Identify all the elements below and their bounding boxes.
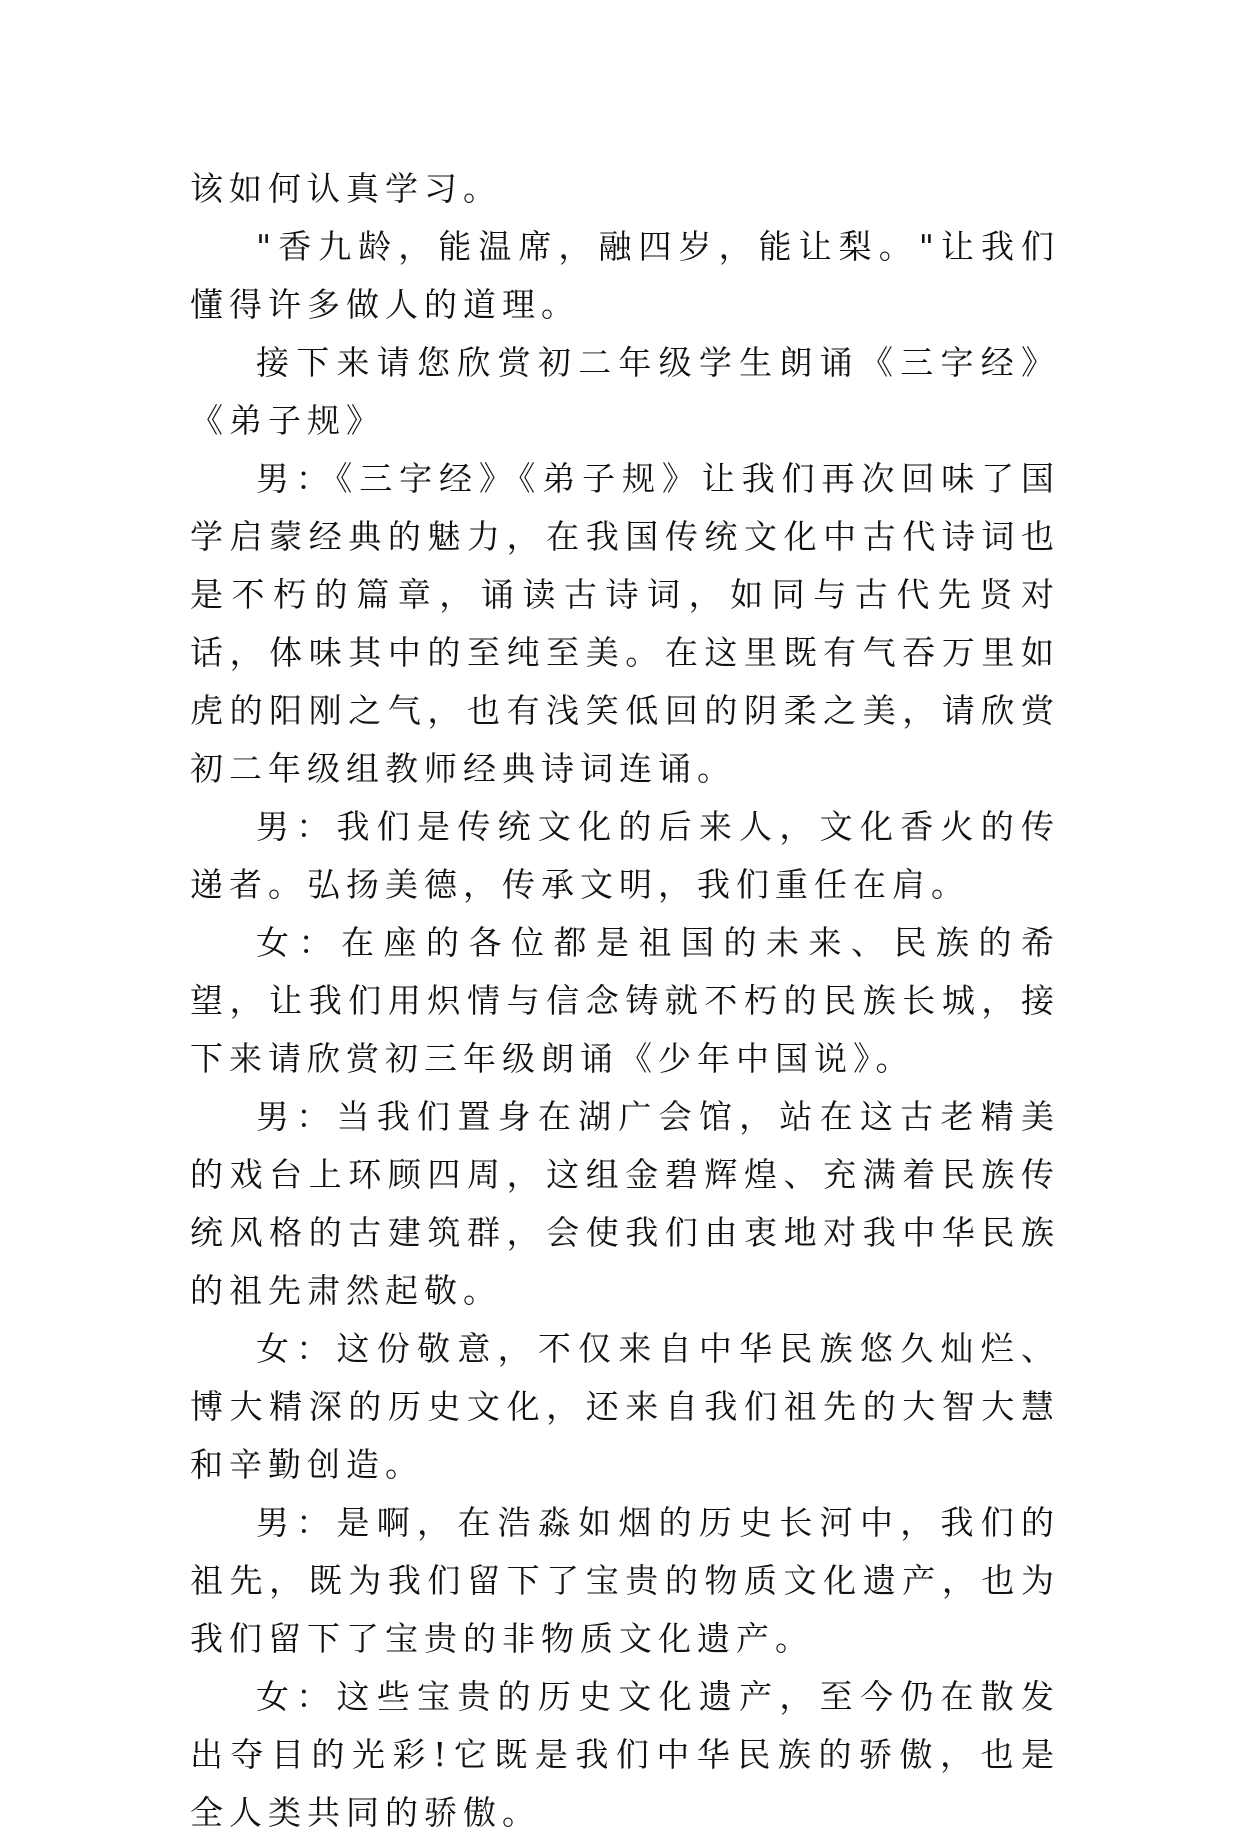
paragraph-proverb: "香九龄，能温席，融四岁，能让梨。"让我们懂得许多做人的道理。 (190, 227, 1060, 324)
paragraph-female-pride: 女：这些宝贵的历史文化遗产，至今仍在散发出夺目的光彩!它既是我们中华民族的骄傲，也是全人类共同的骄傲。 (190, 1677, 1060, 1832)
paragraph-program-announcement: 接下来请您欣赏初二年级学生朗诵《三字经》《弟子规》 (190, 343, 1060, 440)
paragraph-male-poetry: 男：《三字经》《弟子规》让我们再次回味了国学启蒙经典的魅力，在我国传统文化中古代诗词也是不朽的篇章，诵读古诗词，如同与古代先贤对话，体味其中的至纯至美。在这里既有气吞万里如虎的阳刚之气，也有浅笑低回的阴柔之美，请欣赏初二年级组教师经典诗词连诵。 (190, 459, 1060, 788)
document-page (190, 160, 1060, 1842)
paragraph-male-guild-hall: 男：当我们置身在湖广会馆，站在这古老精美的戏台上环顾四周，这组金碧辉煌、充满着民族传统风格的古建筑群，会使我们由衷地对我中华民族的祖先肃然起敬。 (190, 1097, 1060, 1310)
paragraph-male-legacy: 男：是啊，在浩淼如烟的历史长河中，我们的祖先，既为我们留下了宝贵的物质文化遗产，也为我们留下了宝贵的非物质文化遗产。 (190, 1503, 1060, 1658)
paragraph-female-respect: 女：这份敬意，不仅来自中华民族悠久灿烂、博大精深的历史文化，还来自我们祖先的大智大慧和辛勤创造。 (190, 1329, 1060, 1484)
paragraph-continuation: 该如何认真学习。 (190, 169, 502, 208)
paragraph-female-future: 女：在座的各位都是祖国的未来、民族的希望，让我们用炽情与信念铸就不朽的民族长城，接下来请欣赏初三年级朗诵《少年中国说》。 (190, 923, 1060, 1078)
paragraph-male-heritage: 男：我们是传统文化的后来人，文化香火的传递者。弘扬美德，传承文明，我们重任在肩。 (190, 807, 1060, 904)
